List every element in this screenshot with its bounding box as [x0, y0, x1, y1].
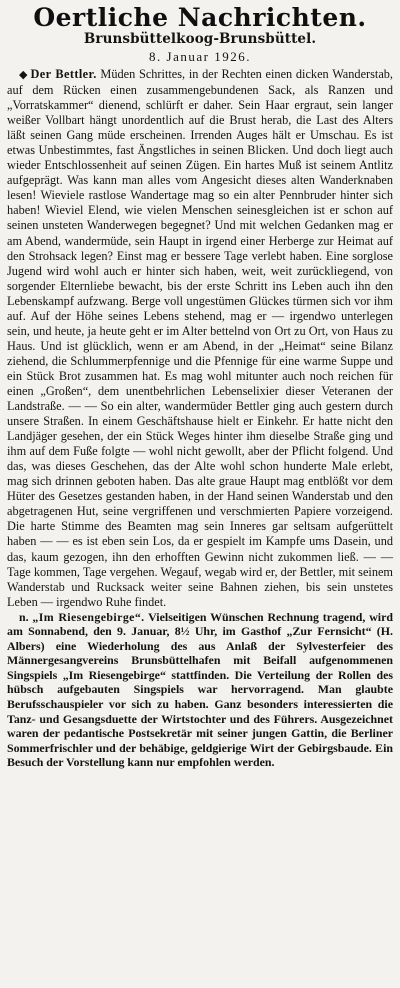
section-subtitle: Brunsbüttelkoog-Brunsbüttel.: [83, 31, 317, 47]
article-marker-icon: ◆: [19, 69, 28, 81]
article-body: Müden Schrittes, in der Rechten einen dicken Wanderstab, auf dem Rücken einen zusammengebundenen Sack, als Ranzen und „Vorratskammer“ dienend, schlürft er daher. Sein Haar ergraut, sein langer weißer Vollbart hängt unordentlich auf die Brust herab, die Last des Alters läßt seinen Gang müde erscheinen. Irrenden Auges hält er Umschau. Es ist etwas Unbestimmtes, fast Ängstliches in seinen Blicken. Und doch liegt auch wieder Entschlossenheit auf seinen Zügen. Ein hartes Muß ist seinem Antlitz aufgeprägt. Was kann man alles vom Angesicht dieses alten Wanderknaben lesen! Wieviele rastlose Wandertage mag so ein alter Pennbruder hinter sich haben! Wieviel Elend, wie vielen Menschen seinesgleichen ist er schon auf seinen unsteten Wanderwegen begegnet? Und mit welchen Gedanken mag er am Abend, wandermüde, sein Haupt in irgend einer Herberge zur Heimat auf den Strohsack legen? Einst mag er bessere Tage verlebt haben. Eine sorglose Jugend wird wohl auch er hinter sich haben, weit, weit zurückliegend, von sorgender Elternliebe bewacht, bis der erste Schritt ins Leben auch ihn den Lebenskampf aufzwang. Berge voll ungestümen Glückes türmen sich vor ihm auf. Auf der Höhe seines Lebens stehend, mag er — irgendwo unterlegen sein, und heute, ja heute geht er im Alter bettelnd von Ort zu Ort, von Haus zu Haus. Und ist glücklich, wenn er am Abend, in der „Heimat“ seine Bilanz ziehend, die Schlummerpfennige und die Pfennige für eine warme Suppe und ein Stück Brot zusammen hat. Es mag wohl mitunter auch noch reichen für einen „Großen“, dem unentbehrlichen Lebenselixier dieser Veteranen der Landstraße. — — So ein alter, wandermüder Bettler ging auch gestern durch unsere Straßen. In einem Geschäftshause hielt er Einkehr. Er hatte nicht den Landjäger gesehen, der ein Stück Weges hinter ihm dieselbe Straße ging und ihm auf dem Fuße folgte — wohl nicht gewollt, aber der Pflicht folgend. Und das, was dieses Geschehen, das der Alte wohl schon hunderte Male erlebt, mag sich drinnen geboten haben. Das alte graue Haupt mag entblößt vor dem Hüter des Gesetzes gestanden haben, in der Hand seinen Wanderstab und den abgetragenen Hut, seine vergriffenen und verschmierten Papiere vorzeigend. Die harte Stimme des Beamten mag sein Inneres gar seltsam aufgerüttelt haben — — es ist eben sein Los, da er gespielt im Kampfe ums Dasein, und das, kaum gezogen, ihn den erhofften Gewinn nicht zukommen ließ. — — Tage kommen, Tage vergehen. Wegauf, wegab wird er, der Bettler, mit seinem Wanderstab und Rucksack weiter seine Bahnen ziehen, bis sein unstetes Leben — irgendwo Ruhe findet.: [7, 67, 394, 609]
article-riesengebirge: [7, 610, 393, 770]
article-headline: Der Bettler.: [30, 67, 97, 81]
section-title: Oertliche Nachrichten.: [33, 3, 367, 32]
article-prefix: n.: [19, 609, 29, 624]
dateline: 8. Januar 1926.: [149, 49, 251, 64]
article-bettler: [7, 67, 393, 610]
section-masthead: [7, 4, 393, 64]
article-headline: „Im Riesengebirge“.: [32, 609, 145, 624]
article-body: Vielseitigen Wünschen Rechnung tragend, wird am Sonnabend, den 9. Januar, 8½ Uhr, im Gasthof „Zur Fernsicht“ (H. Albers) eine Wiederholung des aus Anlaß der Sylvesterfeier des Männergesangvereins Brunsbüttelhafen mit Beifall aufgenommenen Singspiels „Im Riesengebirge“ stattfinden. Die Verteilung der Rollen des hübsch aufgebauten Singspiels war hervorragend. Man glaubte Berufsschauspieler vor sich zu haben. Ganz besonders interessierten die Tanz- und Gesangsduette der Wirtstochter und des Führers. Ausgezeichnet waren der pedantische Postsekretär mit seiner jungen Gattin, die Berliner Sommerfrischler und der behäbige, geldgierige Wirt der Gebirgsbaude. Ein Besuch der Vorstellung kann nur empfohlen werden.: [7, 609, 393, 770]
